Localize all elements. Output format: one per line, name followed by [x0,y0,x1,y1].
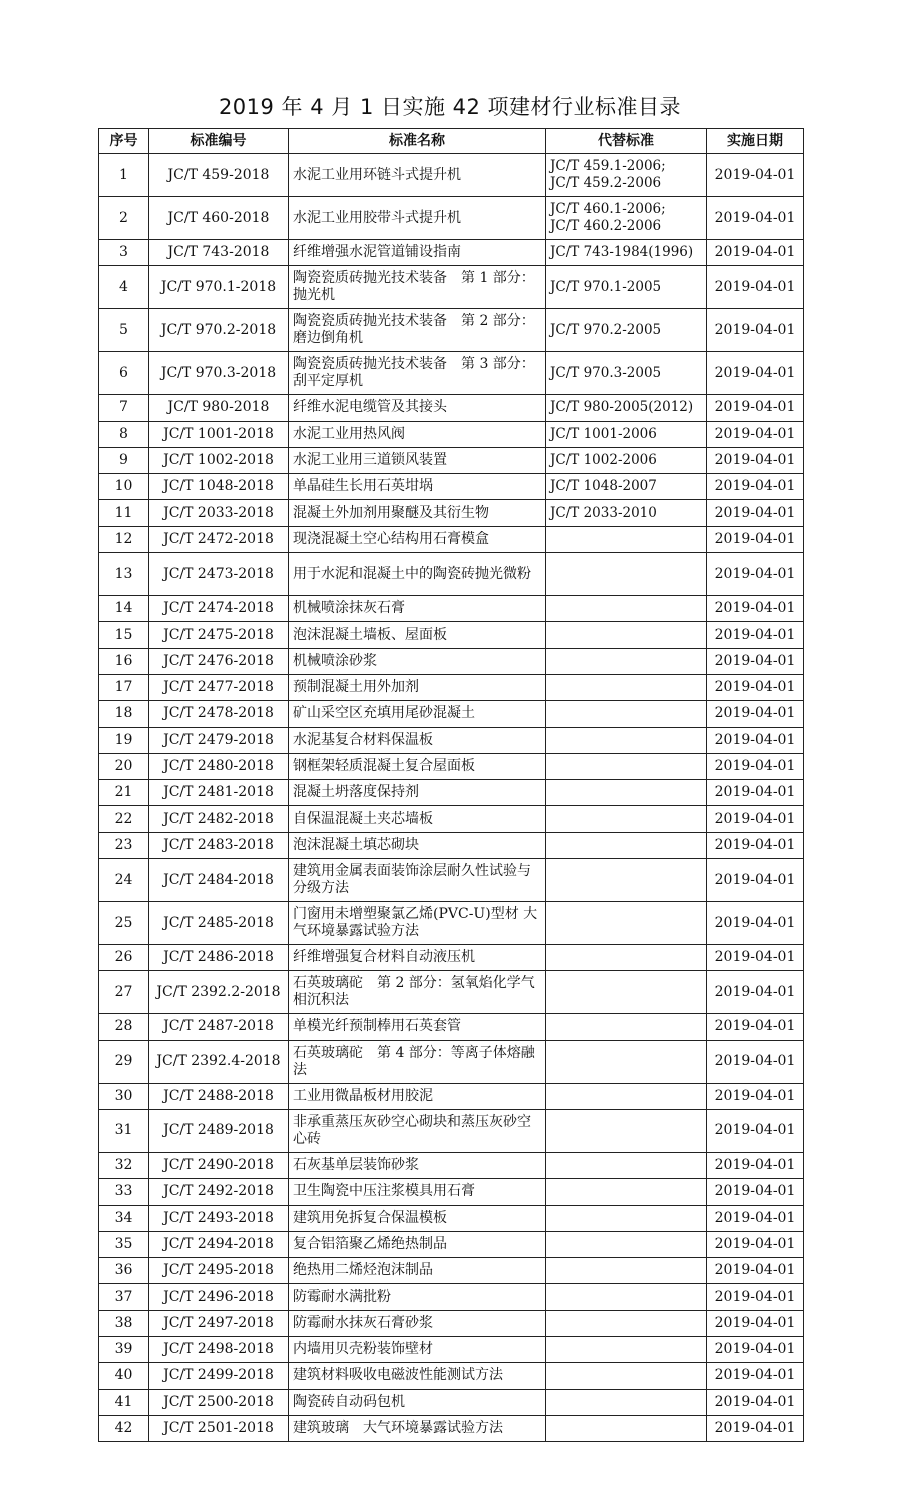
cell-serial-no: 3 [99,240,149,266]
cell-effective-date: 2019-04-01 [707,553,804,596]
table-row [99,1179,804,1205]
cell-standard-code: JC/T 980-2018 [149,395,289,421]
cell-serial-no: 24 [99,859,149,902]
cell-standard-code: JC/T 970.1-2018 [149,266,289,309]
cell-replaced-standard [546,1231,707,1257]
replaced-standard-line: JC/T 459.1-2006; [550,158,666,174]
cell-serial-no: 32 [99,1152,149,1178]
cell-replaced-standard [546,421,707,447]
cell-replaced-standard [546,1109,707,1152]
cell-replaced-standard [546,945,707,971]
cell-standard-code: JC/T 743-2018 [149,240,289,266]
cell-effective-date: 2019-04-01 [707,971,804,1014]
cell-effective-date: 2019-04-01 [707,1310,804,1336]
cell-replaced-standard [546,596,707,622]
cell-effective-date: 2019-04-01 [707,701,804,727]
cell-standard-name: 石英玻璃砣 第 4 部分：等离子体熔融法 [289,1040,546,1083]
cell-standard-name: 卫生陶瓷中压注浆模具用石膏 [289,1179,546,1205]
cell-serial-no: 23 [99,832,149,858]
cell-effective-date: 2019-04-01 [707,806,804,832]
cell-standard-code: JC/T 2492-2018 [149,1179,289,1205]
table-row [99,971,804,1014]
cell-standard-code: JC/T 2475-2018 [149,622,289,648]
table-row [99,945,804,971]
cell-standard-code: JC/T 2501-2018 [149,1415,289,1441]
cell-replaced-standard [546,859,707,902]
cell-standard-code: JC/T 2392.2-2018 [149,971,289,1014]
cell-effective-date: 2019-04-01 [707,1014,804,1040]
cell-serial-no: 38 [99,1310,149,1336]
table-row [99,154,804,197]
cell-serial-no: 1 [99,154,149,197]
cell-serial-no: 35 [99,1231,149,1257]
table-row [99,1258,804,1284]
cell-standard-code: JC/T 1048-2018 [149,474,289,500]
cell-replaced-standard [546,780,707,806]
cell-standard-name: 泡沫混凝土填芯砌块 [289,832,546,858]
table-row [99,553,804,596]
cell-serial-no: 15 [99,622,149,648]
table-row [99,1152,804,1178]
cell-effective-date: 2019-04-01 [707,1337,804,1363]
replaced-standard-line: JC/T 460.1-2006; [550,201,666,217]
table-header-row [99,129,804,154]
cell-serial-no: 16 [99,648,149,674]
cell-serial-no: 21 [99,780,149,806]
cell-effective-date: 2019-04-01 [707,780,804,806]
cell-effective-date: 2019-04-01 [707,1231,804,1257]
column-header-code: 标准编号 [149,129,289,154]
cell-standard-name: 混凝土外加剂用聚醚及其衍生物 [289,500,546,526]
cell-replaced-standard [546,1179,707,1205]
cell-effective-date: 2019-04-01 [707,1040,804,1083]
cell-serial-no: 31 [99,1109,149,1152]
cell-replaced-standard [546,622,707,648]
cell-effective-date: 2019-04-01 [707,1205,804,1231]
cell-standard-code: JC/T 2498-2018 [149,1337,289,1363]
cell-standard-code: JC/T 2476-2018 [149,648,289,674]
cell-serial-no: 27 [99,971,149,1014]
cell-replaced-standard [546,1205,707,1231]
cell-serial-no: 11 [99,500,149,526]
cell-serial-no: 33 [99,1179,149,1205]
cell-serial-no: 10 [99,474,149,500]
table-row [99,806,804,832]
cell-standard-code: JC/T 2496-2018 [149,1284,289,1310]
cell-replaced-standard [546,352,707,395]
cell-standard-name: 纤维增强水泥管道铺设指南 [289,240,546,266]
cell-standard-name: 自保温混凝土夹芯墙板 [289,806,546,832]
cell-replaced-standard [546,753,707,779]
cell-standard-code: JC/T 970.2-2018 [149,309,289,352]
cell-replaced-standard [546,395,707,421]
cell-serial-no: 14 [99,596,149,622]
table-row [99,395,804,421]
cell-serial-no: 29 [99,1040,149,1083]
cell-standard-name: 复合铝箔聚乙烯绝热制品 [289,1231,546,1257]
cell-standard-name: 陶瓷瓷质砖抛光技术装备 第 3 部分：刮平定厚机 [289,352,546,395]
cell-replaced-standard [546,1310,707,1336]
replaced-standard-line: JC/T 1001-2006 [550,425,657,442]
cell-effective-date: 2019-04-01 [707,622,804,648]
cell-standard-name: 水泥基复合材料保温板 [289,727,546,753]
cell-serial-no: 18 [99,701,149,727]
cell-serial-no: 26 [99,945,149,971]
table-row [99,674,804,700]
cell-replaced-standard [546,1363,707,1389]
table-row [99,526,804,552]
cell-standard-name: 水泥工业用热风阀 [289,421,546,447]
cell-standard-code: JC/T 2493-2018 [149,1205,289,1231]
cell-effective-date: 2019-04-01 [707,727,804,753]
table-row [99,1205,804,1231]
cell-effective-date: 2019-04-01 [707,421,804,447]
cell-effective-date: 2019-04-01 [707,945,804,971]
table-row [99,832,804,858]
cell-standard-name: 陶瓷瓷质砖抛光技术装备 第 1 部分：抛光机 [289,266,546,309]
cell-replaced-standard [546,197,707,240]
cell-replaced-standard [546,240,707,266]
cell-standard-name: 钢框架轻质混凝土复合屋面板 [289,753,546,779]
cell-standard-code: JC/T 2487-2018 [149,1014,289,1040]
table-row [99,1337,804,1363]
cell-effective-date: 2019-04-01 [707,1083,804,1109]
cell-standard-name: 防霉耐水满批粉 [289,1284,546,1310]
cell-effective-date: 2019-04-01 [707,266,804,309]
table-row [99,1363,804,1389]
cell-serial-no: 39 [99,1337,149,1363]
cell-serial-no: 6 [99,352,149,395]
cell-replaced-standard [546,701,707,727]
standards-table [98,128,804,1442]
cell-serial-no: 28 [99,1014,149,1040]
replaced-standard-line: JC/T 1048-2007 [550,478,657,495]
cell-replaced-standard [546,648,707,674]
table-row [99,1040,804,1083]
cell-standard-code: JC/T 2033-2018 [149,500,289,526]
cell-standard-name: 矿山采空区充填用尾砂混凝土 [289,701,546,727]
cell-standard-code: JC/T 2486-2018 [149,945,289,971]
cell-standard-code: JC/T 2488-2018 [149,1083,289,1109]
cell-replaced-standard [546,902,707,945]
cell-standard-name: 内墙用贝壳粉装饰壁材 [289,1337,546,1363]
replaced-standard-line: JC/T 460.2-2006 [550,218,662,234]
cell-effective-date: 2019-04-01 [707,648,804,674]
cell-effective-date: 2019-04-01 [707,1284,804,1310]
replaced-standard-line: JC/T 743-1984(1996) [550,244,694,261]
cell-replaced-standard [546,1389,707,1415]
cell-effective-date: 2019-04-01 [707,1152,804,1178]
table-row [99,859,804,902]
table-row [99,447,804,473]
cell-standard-code: JC/T 2482-2018 [149,806,289,832]
replaced-standard-line: JC/T 2033-2010 [550,504,657,521]
cell-effective-date: 2019-04-01 [707,154,804,197]
cell-replaced-standard [546,674,707,700]
cell-standard-code: JC/T 2483-2018 [149,832,289,858]
column-header-no: 序号 [99,129,149,154]
replaced-standard-line: JC/T 1002-2006 [550,452,657,469]
cell-replaced-standard [546,474,707,500]
cell-effective-date: 2019-04-01 [707,674,804,700]
cell-replaced-standard [546,500,707,526]
cell-effective-date: 2019-04-01 [707,902,804,945]
cell-standard-code: JC/T 2392.4-2018 [149,1040,289,1083]
cell-serial-no: 36 [99,1258,149,1284]
cell-replaced-standard [546,1014,707,1040]
cell-replaced-standard [546,447,707,473]
replaced-standard-line: JC/T 980-2005(2012) [550,399,694,416]
cell-standard-code: JC/T 2489-2018 [149,1109,289,1152]
cell-standard-name: 机械喷涂抹灰石膏 [289,596,546,622]
cell-standard-code: JC/T 2485-2018 [149,902,289,945]
table-row [99,1415,804,1441]
table-row [99,780,804,806]
table-row [99,753,804,779]
table-row [99,421,804,447]
cell-effective-date: 2019-04-01 [707,395,804,421]
table-row [99,1083,804,1109]
cell-standard-code: JC/T 970.3-2018 [149,352,289,395]
cell-standard-name: 建筑用免拆复合保温模板 [289,1205,546,1231]
cell-standard-name: 建筑材料吸收电磁波性能测试方法 [289,1363,546,1389]
cell-standard-name: 预制混凝土用外加剂 [289,674,546,700]
cell-effective-date: 2019-04-01 [707,859,804,902]
cell-standard-code: JC/T 1001-2018 [149,421,289,447]
cell-standard-name: 水泥工业用胶带斗式提升机 [289,197,546,240]
cell-effective-date: 2019-04-01 [707,352,804,395]
cell-replaced-standard [546,309,707,352]
cell-replaced-standard [546,1415,707,1441]
cell-standard-name: 建筑玻璃 大气环境暴露试验方法 [289,1415,546,1441]
cell-standard-code: JC/T 2484-2018 [149,859,289,902]
cell-effective-date: 2019-04-01 [707,197,804,240]
cell-replaced-standard [546,1083,707,1109]
cell-serial-no: 5 [99,309,149,352]
cell-serial-no: 34 [99,1205,149,1231]
cell-standard-name: 泡沫混凝土墙板、屋面板 [289,622,546,648]
cell-standard-code: JC/T 2474-2018 [149,596,289,622]
table-row [99,1389,804,1415]
cell-standard-code: JC/T 2477-2018 [149,674,289,700]
cell-standard-name: 防霉耐水抹灰石膏砂浆 [289,1310,546,1336]
cell-standard-name: 石灰基单层装饰砂浆 [289,1152,546,1178]
cell-replaced-standard [546,1152,707,1178]
cell-replaced-standard [546,806,707,832]
cell-serial-no: 8 [99,421,149,447]
column-header-replaces: 代替标准 [546,129,707,154]
cell-serial-no: 7 [99,395,149,421]
table-body [99,154,804,1442]
cell-standard-code: JC/T 2481-2018 [149,780,289,806]
cell-standard-name: 机械喷涂砂浆 [289,648,546,674]
cell-standard-code: JC/T 2490-2018 [149,1152,289,1178]
table-row [99,622,804,648]
replaced-standard-line: JC/T 970.3-2005 [550,364,662,381]
table-row [99,701,804,727]
cell-effective-date: 2019-04-01 [707,1258,804,1284]
table-row [99,1310,804,1336]
cell-replaced-standard [546,1284,707,1310]
table-row [99,500,804,526]
cell-standard-code: JC/T 2479-2018 [149,727,289,753]
cell-standard-name: 绝热用二烯烃泡沫制品 [289,1258,546,1284]
cell-serial-no: 41 [99,1389,149,1415]
cell-serial-no: 40 [99,1363,149,1389]
table-row [99,648,804,674]
cell-standard-name: 纤维水泥电缆管及其接头 [289,395,546,421]
table-row [99,1284,804,1310]
column-header-name: 标准名称 [289,129,546,154]
cell-serial-no: 25 [99,902,149,945]
cell-standard-name: 混凝土坍落度保持剂 [289,780,546,806]
cell-effective-date: 2019-04-01 [707,832,804,858]
cell-standard-code: JC/T 1002-2018 [149,447,289,473]
cell-serial-no: 20 [99,753,149,779]
cell-standard-name: 非承重蒸压灰砂空心砌块和蒸压灰砂空心砖 [289,1109,546,1152]
cell-serial-no: 42 [99,1415,149,1441]
cell-standard-code: JC/T 2500-2018 [149,1389,289,1415]
table-row [99,309,804,352]
table-row [99,1231,804,1257]
table-row [99,352,804,395]
cell-replaced-standard [546,727,707,753]
cell-standard-code: JC/T 459-2018 [149,154,289,197]
table-row [99,1109,804,1152]
cell-effective-date: 2019-04-01 [707,596,804,622]
cell-standard-name: 工业用微晶板材用胶泥 [289,1083,546,1109]
cell-standard-code: JC/T 2478-2018 [149,701,289,727]
cell-effective-date: 2019-04-01 [707,1415,804,1441]
cell-standard-name: 用于水泥和混凝土中的陶瓷砖抛光微粉 [289,553,546,596]
table-row [99,727,804,753]
cell-standard-name: 单模光纤预制棒用石英套管 [289,1014,546,1040]
cell-serial-no: 37 [99,1284,149,1310]
cell-effective-date: 2019-04-01 [707,1179,804,1205]
cell-effective-date: 2019-04-01 [707,1389,804,1415]
cell-standard-code: JC/T 460-2018 [149,197,289,240]
table-row [99,902,804,945]
cell-serial-no: 17 [99,674,149,700]
table-row [99,197,804,240]
cell-standard-name: 门窗用未增塑聚氯乙烯(PVC-U)型材 大气环境暴露试验方法 [289,902,546,945]
cell-replaced-standard [546,832,707,858]
cell-standard-code: JC/T 2472-2018 [149,526,289,552]
column-header-date: 实施日期 [707,129,804,154]
cell-replaced-standard [546,971,707,1014]
page-title: 2019 年 4 月 1 日实施 42 项建材行业标准目录 [218,95,682,119]
cell-serial-no: 30 [99,1083,149,1109]
cell-replaced-standard [546,266,707,309]
cell-standard-name: 建筑用金属表面装饰涂层耐久性试验与分级方法 [289,859,546,902]
cell-standard-name: 水泥工业用三道锁风装置 [289,447,546,473]
cell-replaced-standard [546,1040,707,1083]
cell-effective-date: 2019-04-01 [707,753,804,779]
replaced-standard-line: JC/T 970.2-2005 [550,321,662,338]
table-row [99,266,804,309]
cell-serial-no: 9 [99,447,149,473]
cell-serial-no: 2 [99,197,149,240]
cell-effective-date: 2019-04-01 [707,240,804,266]
cell-effective-date: 2019-04-01 [707,1363,804,1389]
replaced-standard-line: JC/T 970.1-2005 [550,278,662,295]
cell-standard-name: 陶瓷砖自动码包机 [289,1389,546,1415]
cell-effective-date: 2019-04-01 [707,526,804,552]
table-row [99,474,804,500]
cell-serial-no: 12 [99,526,149,552]
cell-replaced-standard [546,1258,707,1284]
cell-standard-name: 纤维增强复合材料自动液压机 [289,945,546,971]
cell-effective-date: 2019-04-01 [707,447,804,473]
cell-standard-code: JC/T 2495-2018 [149,1258,289,1284]
cell-serial-no: 22 [99,806,149,832]
cell-effective-date: 2019-04-01 [707,474,804,500]
cell-standard-name: 陶瓷瓷质砖抛光技术装备 第 2 部分：磨边倒角机 [289,309,546,352]
table-row [99,1014,804,1040]
cell-effective-date: 2019-04-01 [707,309,804,352]
table-row [99,240,804,266]
cell-standard-name: 石英玻璃砣 第 2 部分：氢氧焰化学气相沉积法 [289,971,546,1014]
cell-standard-code: JC/T 2497-2018 [149,1310,289,1336]
cell-effective-date: 2019-04-01 [707,1109,804,1152]
cell-standard-code: JC/T 2473-2018 [149,553,289,596]
cell-replaced-standard [546,526,707,552]
cell-serial-no: 13 [99,553,149,596]
cell-standard-name: 水泥工业用环链斗式提升机 [289,154,546,197]
cell-serial-no: 4 [99,266,149,309]
cell-serial-no: 19 [99,727,149,753]
table-row [99,596,804,622]
cell-standard-name: 单晶硅生长用石英坩埚 [289,474,546,500]
cell-standard-code: JC/T 2480-2018 [149,753,289,779]
cell-standard-name: 现浇混凝土空心结构用石膏模盒 [289,526,546,552]
cell-replaced-standard [546,1337,707,1363]
cell-replaced-standard [546,154,707,197]
cell-standard-code: JC/T 2499-2018 [149,1363,289,1389]
cell-standard-code: JC/T 2494-2018 [149,1231,289,1257]
cell-effective-date: 2019-04-01 [707,500,804,526]
replaced-standard-line: JC/T 459.2-2006 [550,175,662,191]
cell-replaced-standard [546,553,707,596]
